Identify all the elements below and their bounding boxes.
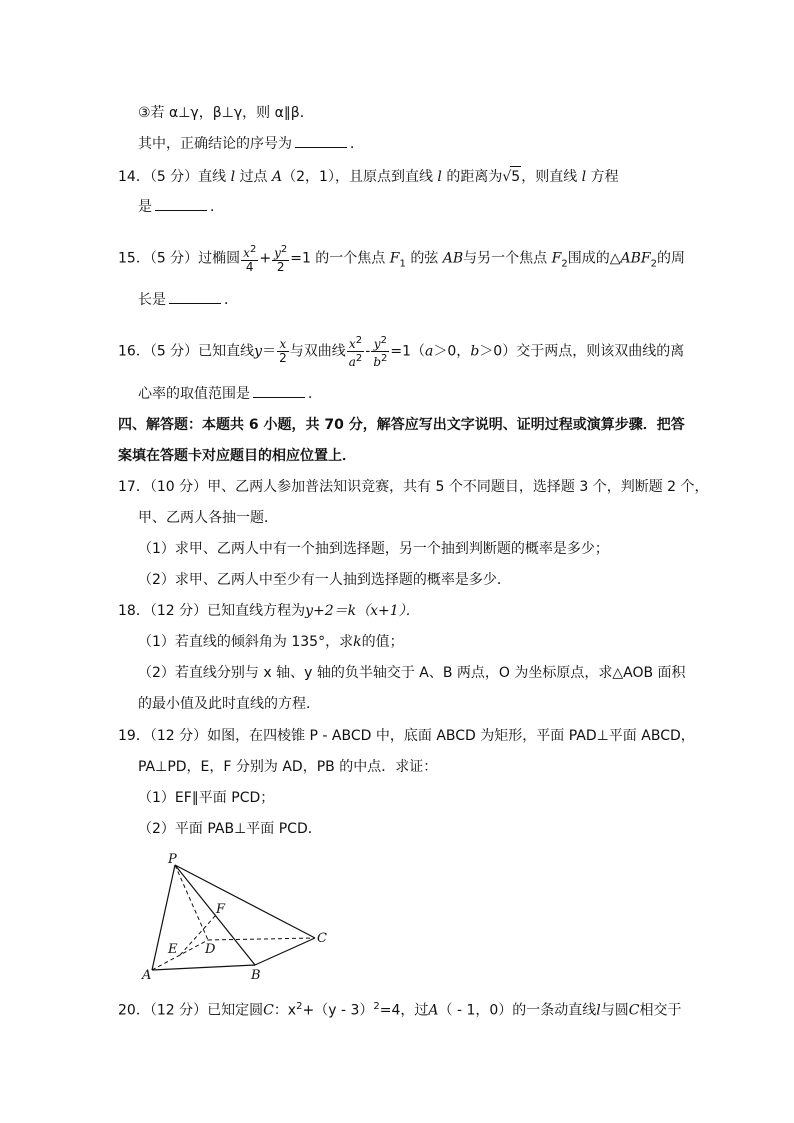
q18-l2a: （1）若直线的倾斜角为 135°，求 bbox=[138, 634, 354, 650]
q20-C: C bbox=[263, 1002, 274, 1019]
sup: 2 bbox=[355, 335, 363, 346]
frac-den: 2 bbox=[276, 260, 285, 274]
q17-part1: （1）求甲、乙两人中有一个抽到选择题，另一个抽到判断题的概率是多少； bbox=[138, 541, 609, 557]
sup: 2 bbox=[280, 244, 288, 255]
q16-no: 16．（5 分）已知直线 bbox=[118, 343, 255, 360]
frac-num: x bbox=[277, 338, 289, 352]
edge-PD-dashed bbox=[175, 865, 208, 940]
q20-g: 相交于 bbox=[639, 1002, 682, 1019]
q16-line2-text: 心率的取值范围是 bbox=[138, 386, 250, 402]
q14-line2-text: 是 bbox=[138, 199, 152, 215]
q15-t4: 的周 bbox=[657, 250, 685, 267]
sup: 2 bbox=[249, 244, 257, 255]
q19-line2: PA⊥PD，E，F 分别为 AD，PB 的中点．求证： bbox=[138, 759, 438, 775]
q16-b: b bbox=[470, 343, 480, 360]
frac-den: a bbox=[348, 355, 356, 369]
label-A: A bbox=[142, 968, 152, 983]
q20-l: l bbox=[596, 1002, 601, 1019]
q20-d: =4，过 bbox=[379, 1002, 429, 1019]
q15-frac-y bbox=[272, 243, 289, 274]
q16-t1: 与双曲线 bbox=[289, 343, 346, 360]
q19-part2: （2）平面 PAB⊥平面 PCD． bbox=[138, 821, 322, 837]
q20-A: A bbox=[428, 1002, 439, 1019]
q15-F2: F bbox=[551, 250, 562, 267]
q19-part1: （1）EF∥平面 PCD； bbox=[138, 790, 275, 806]
plus: + bbox=[259, 250, 272, 267]
sqrt-icon: √ bbox=[502, 169, 512, 185]
q20-c: +（y - 3） bbox=[302, 1002, 374, 1019]
q13-tail bbox=[138, 134, 364, 154]
q16-frac1 bbox=[277, 338, 289, 365]
sup: 2 bbox=[355, 353, 363, 364]
label-C: C bbox=[317, 931, 327, 946]
q14-line2 bbox=[138, 197, 224, 217]
period: ． bbox=[224, 292, 238, 308]
q16-eq: ＝ bbox=[262, 343, 277, 360]
q18-part2: （2）若直线分别与 x 轴、y 轴的负半轴交于 A、B 两点，O 为坐标原点，求△AOB 面积 bbox=[138, 665, 686, 681]
q16-line2 bbox=[138, 384, 322, 404]
frac-num: y bbox=[274, 246, 281, 260]
q18-l1b: y+2＝k（x+1）． bbox=[305, 603, 420, 619]
sup: 2 bbox=[380, 335, 387, 346]
answer-blank bbox=[169, 291, 221, 304]
answer-blank bbox=[155, 198, 207, 211]
frac-den: 2 bbox=[279, 351, 287, 365]
q16-y: y bbox=[254, 343, 263, 360]
q20-C2: C bbox=[628, 1002, 640, 1019]
q18-part2-cont: 的最小值及此时直线的方程． bbox=[138, 696, 320, 712]
frac-den: b bbox=[373, 355, 382, 369]
sub: 1 bbox=[399, 258, 406, 270]
answer-blank bbox=[295, 135, 347, 148]
q15-t3: 围成的△ bbox=[567, 250, 621, 267]
q16-line1 bbox=[118, 334, 684, 369]
pyramid-figure bbox=[130, 845, 340, 985]
q14-A: A bbox=[272, 169, 283, 185]
q15-line2-text: 长是 bbox=[138, 292, 166, 308]
label-P: P bbox=[168, 852, 177, 867]
q15-ABF2: ABF bbox=[620, 250, 651, 267]
edge-DC-dashed bbox=[208, 938, 315, 940]
label-B: B bbox=[251, 968, 261, 983]
q18-line1 bbox=[118, 601, 420, 621]
q14-l3: l bbox=[581, 169, 587, 185]
q15-frac-x bbox=[241, 243, 258, 274]
label-D: D bbox=[205, 942, 216, 957]
period: ． bbox=[350, 136, 364, 152]
q15-t2: 与另一个焦点 bbox=[463, 250, 548, 267]
q16-a: a bbox=[425, 343, 434, 360]
q15-line1 bbox=[118, 243, 685, 274]
label-E: E bbox=[168, 942, 178, 957]
q20-line1 bbox=[118, 997, 681, 1021]
q17-part2: （2）求甲、乙两人中至少有一人抽到选择题的概率是多少． bbox=[138, 572, 511, 588]
section4-heading-line1: 四、解答题：本题共 6 小题，共 70 分，解答应写出文字说明、证明过程或演算步骤．把答 bbox=[118, 417, 685, 433]
q20-a: 20．（12 分）已知定圆 bbox=[118, 1002, 264, 1019]
q14-t1: 过点 bbox=[239, 169, 268, 185]
q16-t2: =1（ bbox=[390, 343, 426, 360]
q15-no: 15．（5 分）过椭圆 bbox=[118, 250, 241, 267]
q18-part1 bbox=[138, 632, 404, 652]
q16-frac2 bbox=[347, 334, 365, 369]
q14-t4: ，则直线 bbox=[521, 169, 578, 185]
label-F: F bbox=[216, 902, 226, 917]
q16-t4: ＞0）交于两点，则该双曲线的离 bbox=[479, 343, 685, 360]
frac-den: 4 bbox=[245, 260, 254, 274]
q18-l2b: 的值； bbox=[361, 634, 404, 650]
q19-line1: 19．（12 分）如图，在四棱锥 P - ABCD 中，底面 ABCD 为矩形，平面 PAD⊥平面 ABCD， bbox=[118, 728, 695, 744]
q16-t3: ＞0， bbox=[433, 343, 471, 360]
sub: 2 bbox=[650, 258, 657, 270]
q14-l2: l bbox=[437, 169, 442, 185]
frac-num: y bbox=[373, 337, 381, 351]
minus: - bbox=[365, 343, 371, 360]
period: ． bbox=[210, 199, 224, 215]
q13-tail-text: 其中，正确结论的序号为 bbox=[138, 136, 292, 152]
q15-eq: =1 的一个焦点 bbox=[290, 250, 386, 267]
q18-k: k bbox=[353, 634, 362, 650]
sup: 2 bbox=[373, 1001, 380, 1012]
q15-line2 bbox=[138, 290, 238, 310]
period: ． bbox=[308, 386, 322, 402]
q15-AB: AB bbox=[442, 250, 464, 267]
q14-l: l bbox=[230, 169, 236, 185]
q16-frac3 bbox=[371, 334, 389, 369]
sup: 2 bbox=[296, 1001, 303, 1012]
q18-l1a: 18．（12 分）已知直线方程为 bbox=[118, 603, 306, 619]
answer-blank bbox=[253, 385, 305, 398]
frac-num: x bbox=[348, 337, 356, 351]
q14-sqrt: 5 bbox=[510, 166, 521, 187]
q17-line1: 17．（10 分）甲、乙两人参加普法知识竞赛，共有 5 个不同题目，选择题 3 个，判断题 2 个， bbox=[118, 479, 709, 495]
edge-PC bbox=[175, 865, 315, 938]
sub: 2 bbox=[561, 258, 568, 270]
q14-no: 14．（5 分）直线 bbox=[118, 169, 227, 185]
sup: 2 bbox=[381, 353, 388, 364]
frac-num: x bbox=[243, 246, 250, 260]
q15-t1: 的弦 bbox=[410, 250, 439, 267]
section4-heading-line2: 案填在答题卡对应题目的相应位置上． bbox=[118, 448, 356, 464]
q20-b: ：x bbox=[273, 1002, 297, 1019]
edge-AB bbox=[152, 965, 255, 970]
q14-t3: 的距离为 bbox=[446, 169, 503, 185]
q20-f: 与圆 bbox=[600, 1002, 629, 1019]
q14-t2: （2，1），且原点到直线 bbox=[282, 169, 433, 185]
q14-t5: 方程 bbox=[590, 169, 619, 185]
q15-F1: F bbox=[389, 250, 400, 267]
edge-BC bbox=[255, 938, 315, 965]
q13-item3: ③若 α⊥γ，β⊥γ，则 α∥β． bbox=[138, 105, 314, 121]
q14-line1 bbox=[118, 166, 619, 187]
q20-e: （ - 1，0）的一条动直线 bbox=[438, 1002, 597, 1019]
q17-line2: 甲、乙两人各抽一题． bbox=[138, 510, 278, 526]
